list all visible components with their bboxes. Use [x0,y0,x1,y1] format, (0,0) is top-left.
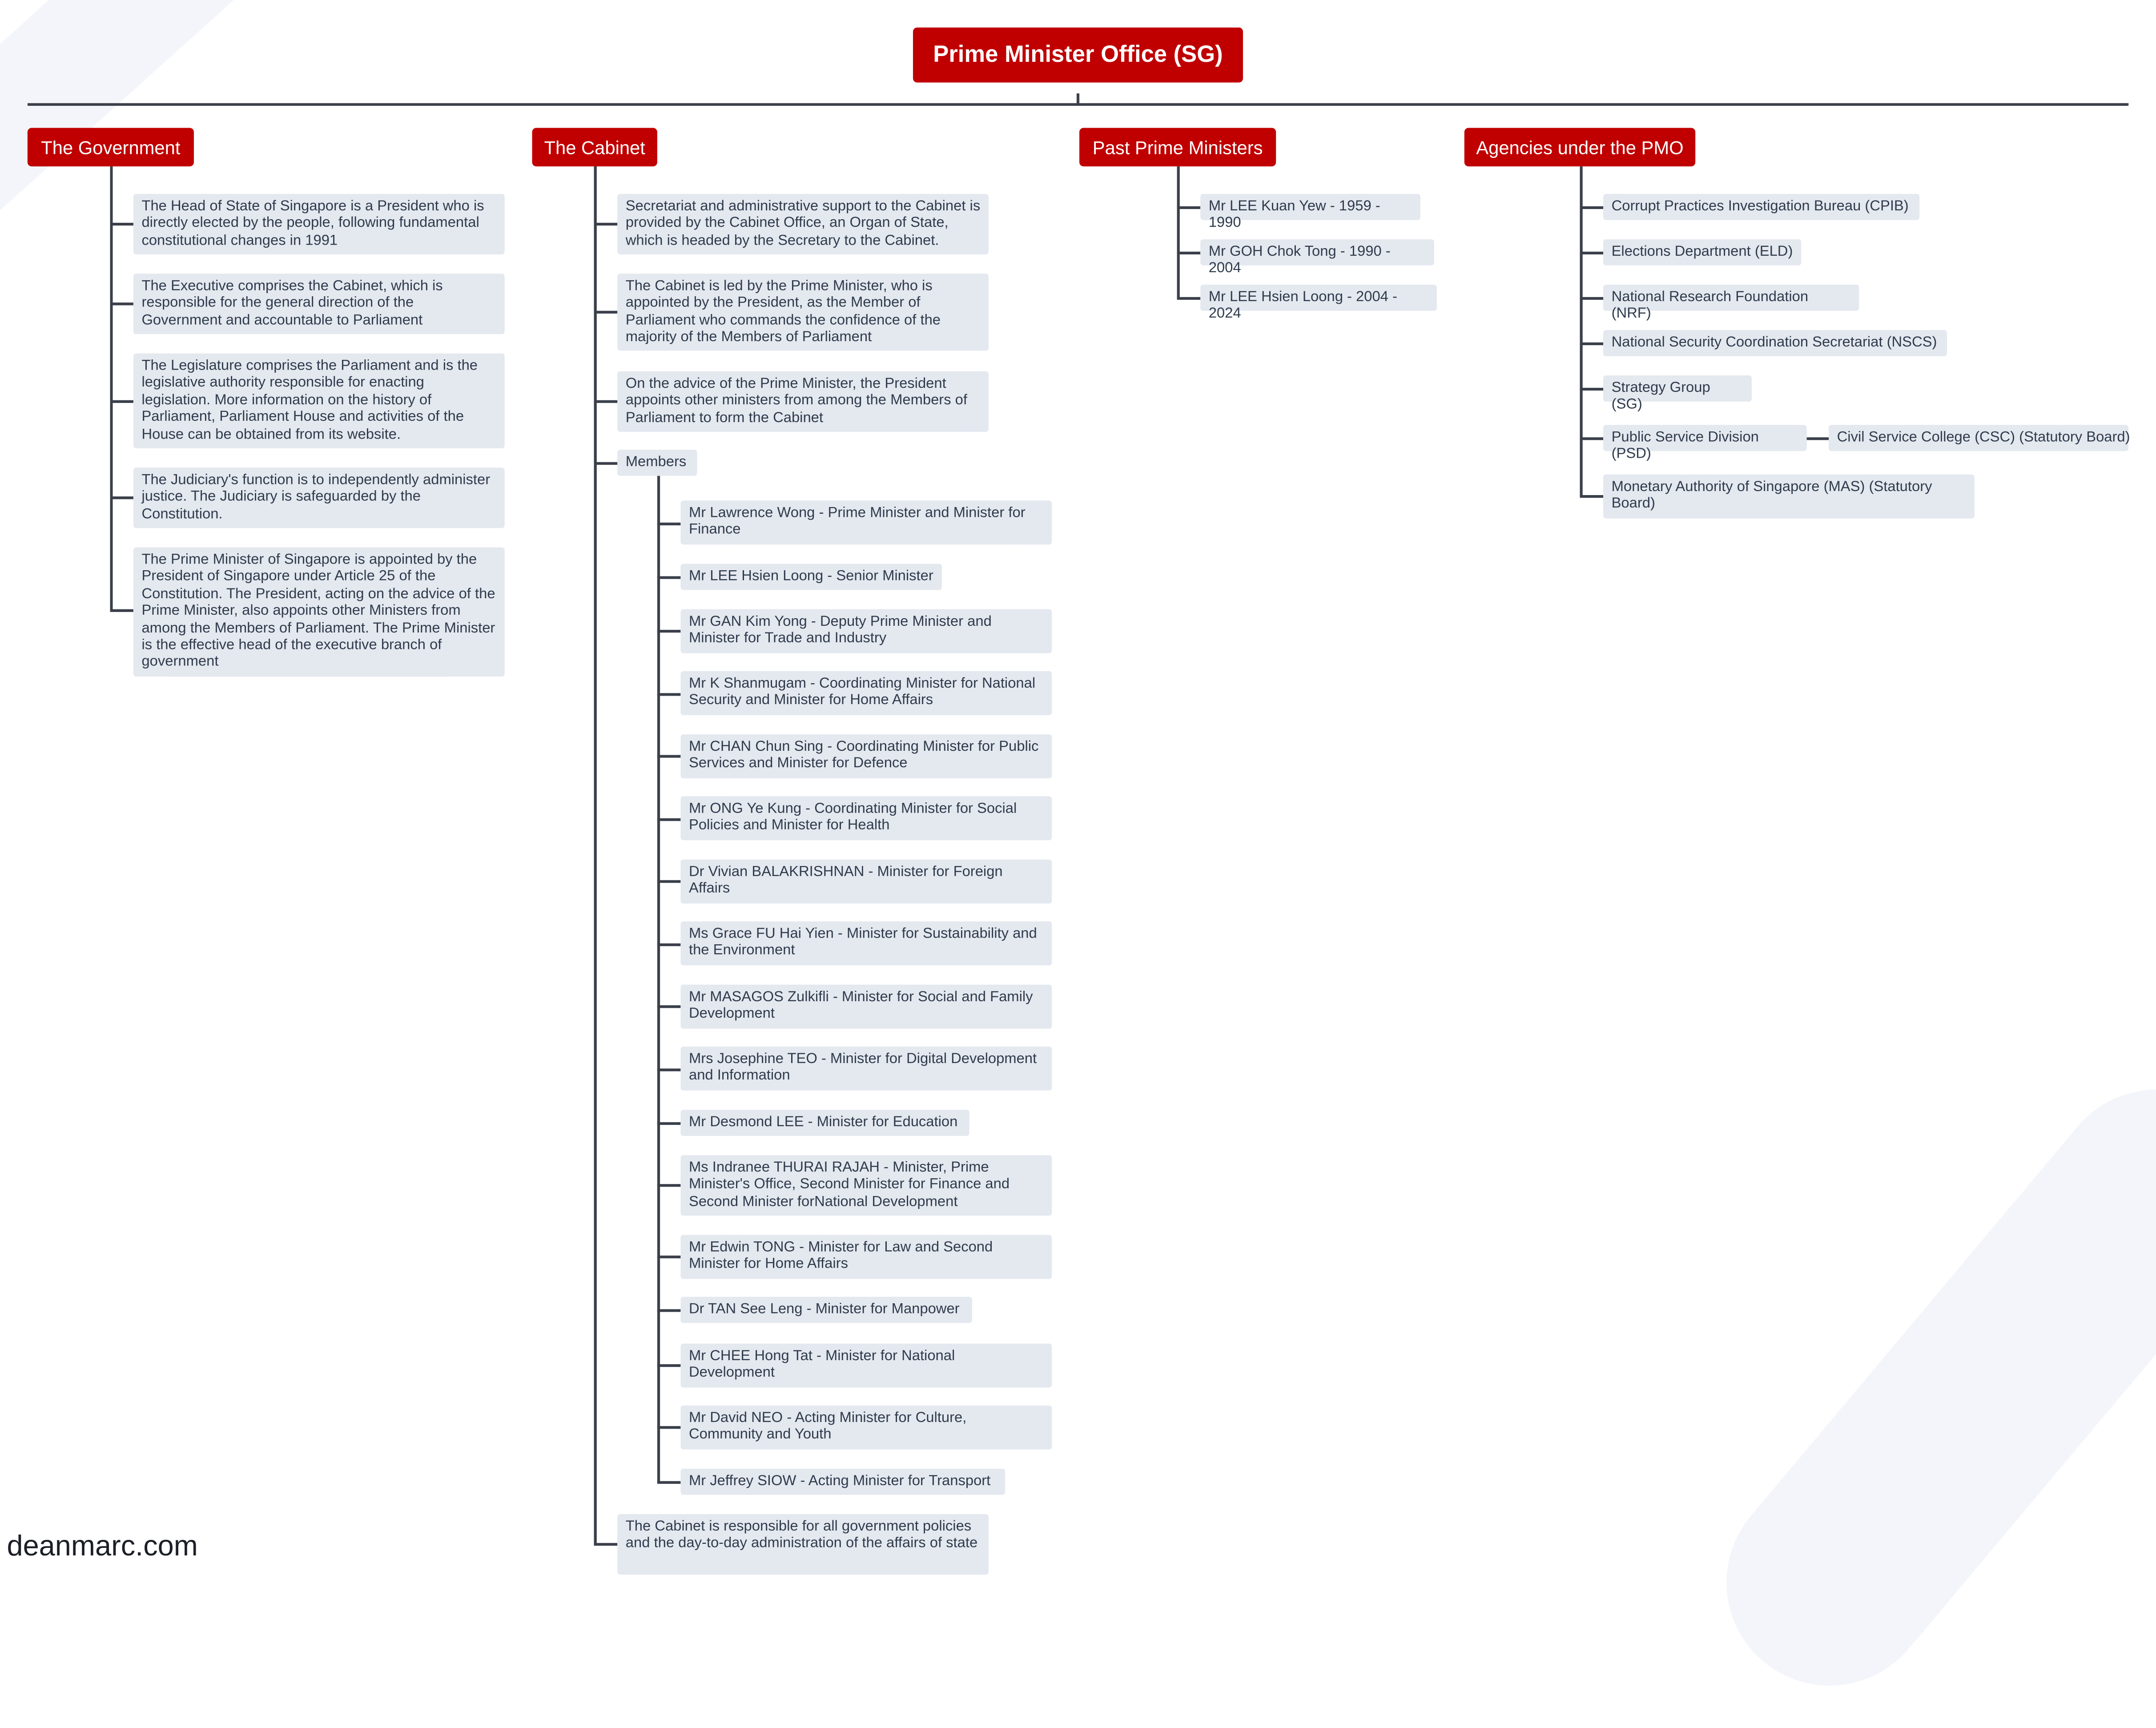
node-text: Mr Desmond LEE - Minister for Education [688,1114,958,1131]
cabinet-member[interactable] [680,500,1052,544]
cabinet-members-node[interactable] [617,450,697,476]
node-text: The Head of State of Singapore is a President who is directly elected by the people, following fundamental constitutional changes in 1991 [141,198,484,249]
branch-government-title: The Government [41,137,181,158]
cabinet-member[interactable] [680,985,1052,1029]
government-item[interactable] [133,548,505,677]
cabinet-item[interactable] [617,274,989,350]
node-text: Corrupt Practices Investigation Bureau (CPIB) [1611,198,1909,215]
branch-cabinet-title: The Cabinet [544,137,645,158]
connector [1580,297,1603,299]
connector [1580,342,1603,345]
past-pm-item[interactable] [1200,239,1434,277]
government-item[interactable] [133,194,505,254]
node-text: On the advice of the Prime Minister, the President appoints other ministers from among the Members of Parliament to form the Cabinet [625,375,968,426]
node-text: The Prime Minister of Singapore is appointed by the President of Singapore under Article 25 of the Constitution. The President, acting on the advice of the Prime Minister, also appoints other Ministers from among the Members of Parliament. The Prime Minister is the effective head of the executive branch of government [141,551,495,671]
past-pm-item[interactable] [1200,285,1437,322]
node-text: Mr Edwin TONG - Minister for Law and Second Minister for Home Affairs [688,1239,993,1273]
connector [657,1184,681,1186]
agency-item[interactable] [1603,375,1752,413]
agency-item[interactable] [1603,194,1919,220]
node-text: Mr Jeffrey SIOW - Acting Minister for Transport [688,1473,991,1490]
cabinet-member[interactable] [680,796,1052,840]
cabinet-member[interactable] [680,1344,1052,1388]
node-text: Dr Vivian BALAKRISHNAN - Minister for Foreign Affairs [688,863,1003,898]
branch-cabinet[interactable] [532,128,657,167]
agency-item[interactable] [1603,330,1947,356]
agencies-spine [1580,166,1582,496]
node-text: Public Service Division (PSD) [1611,429,1759,463]
connector [1580,495,1603,497]
cabinet-spine [594,166,596,1544]
node-text: The Cabinet is responsible for all government policies and the day-to-day administration of the affairs of state [625,1518,978,1552]
connector [657,1364,681,1366]
node-text: Mr GOH Chok Tong - 1990 - 2004 [1208,243,1391,277]
connector [1580,252,1603,254]
cabinet-member[interactable] [680,1110,969,1136]
connector [1580,388,1603,390]
node-text: Mr LEE Hsien Loong - 2004 - 2024 [1208,289,1397,322]
cabinet-item[interactable] [617,371,989,432]
connector [110,223,133,225]
node-text: Mrs Josephine TEO - Minister for Digital Development and Information [688,1051,1037,1084]
connector [1177,252,1201,254]
cabinet-member[interactable] [680,922,1052,966]
connector [594,223,618,225]
cabinet-member[interactable] [680,1155,1052,1216]
cabinet-member[interactable] [680,564,941,590]
node-text: National Security Coordination Secretariat (NSCS) [1611,334,1937,351]
branch-agencies-title: Agencies under the PMO [1476,137,1684,158]
government-spine [110,166,112,611]
government-item[interactable] [133,274,505,334]
node-text: Mr CHAN Chun Sing - Coordinating Minister for Public Services and Minister for Defence [688,738,1039,772]
node-text: Mr David NEO - Acting Minister for Culture, Community and Youth [688,1410,967,1443]
connector [594,462,618,464]
root-node[interactable] [913,28,1243,83]
node-text: Civil Service College (CSC) (Statutory Board) [1837,429,2130,446]
connector [594,311,618,313]
past-pm-item[interactable] [1200,194,1420,232]
node-text: Mr ONG Ye Kung - Coordinating Minister for Social Policies and Minister for Health [688,800,1017,834]
node-text: Mr MASAGOS Zulkifli - Minister for Social and Family Development [688,989,1033,1023]
background-band-bottom [1684,1047,2156,1728]
node-text: The Judiciary's function is to independently administer justice. The Judiciary is safeguarded by the Constitution. [141,471,491,523]
connector [657,1068,681,1071]
node-text: Mr Lawrence Wong - Prime Minister and Minister for Finance [688,504,1026,539]
connector [657,880,681,882]
connector [657,755,681,757]
connector [1580,206,1603,209]
connector [657,1309,681,1311]
branch-past-pm-title: Past Prime Ministers [1092,137,1263,158]
connector [657,1122,681,1124]
agency-item-psd[interactable] [1603,425,1807,463]
connector [657,943,681,946]
agency-item[interactable] [1603,475,1975,519]
connector [657,1481,681,1483]
cabinet-member[interactable] [680,859,1052,903]
connector [1580,437,1603,439]
node-text: Mr K Shanmugam - Coordinating Minister for National Security and Minister for Home Affairs [688,675,1036,709]
node-text: Mr GAN Kim Yong - Deputy Prime Minister and Minister for Trade and Industry [688,613,992,647]
node-text: Mr LEE Hsien Loong - Senior Minister [688,568,933,585]
node-text: Monetary Authority of Singapore (MAS) (Statutory Board) [1611,478,1932,512]
government-item[interactable] [133,354,505,448]
cabinet-member[interactable] [680,1297,972,1323]
node-text: Members [625,454,687,471]
node-text: Mr CHEE Hong Tat - Minister for National Development [688,1347,955,1382]
node-text: Ms Grace FU Hai Yien - Minister for Sustainability and the Environment [688,925,1037,959]
connector [657,1005,681,1007]
connector [657,818,681,821]
cabinet-member[interactable] [680,609,1052,653]
connector [110,496,133,499]
node-text: Secretariat and administrative support to the Cabinet is provided by the Cabinet Office, an Organ of State, which is headed by the Secretary to the Cabinet. [625,198,981,249]
watermark: deanmarc.com [7,1531,198,1563]
cabinet-member[interactable] [680,734,1052,778]
connector [594,1543,618,1545]
cabinet-member[interactable] [680,1047,1052,1091]
agency-subitem-csc[interactable] [1829,425,2128,451]
agency-item[interactable] [1603,285,1859,322]
government-item[interactable] [133,467,505,528]
connector [657,693,681,695]
node-text: The Legislature comprises the Parliament and is the legislative authority responsible for enacting legislation. More information on the history of Parliament, Parliament House and activities of the House can be obtained from its website. [141,357,478,443]
node-text: Mr LEE Kuan Yew - 1959 - 1990 [1208,198,1380,232]
connector [657,523,681,525]
connector [110,302,133,305]
connector [1177,297,1201,299]
branch-government[interactable] [28,128,194,167]
connector [1807,437,1829,439]
connector [657,1256,681,1258]
connector [657,576,681,578]
root-title: Prime Minister Office (SG) [933,41,1223,68]
node-text: The Cabinet is led by the Prime Minister, who is appointed by the President, as the Member of Parliament who commands the confidence of the majority of the Members of Parliament [625,278,941,346]
connector [110,400,133,403]
node-text: The Executive comprises the Cabinet, which is responsible for the general direction of the Government and accountable to Parliament [141,278,443,329]
node-text: Ms Indranee THURAI RAJAH - Minister, Prime Minister's Office, Second Minister for Finance and Second Minister forNational Development [688,1159,1010,1210]
cabinet-member[interactable] [680,671,1052,715]
cabinet-member[interactable] [680,1469,1005,1495]
agency-item[interactable] [1603,239,1801,266]
connector [594,400,618,403]
branch-past-prime-ministers[interactable] [1079,128,1276,167]
past-pm-spine [1177,166,1179,298]
cabinet-member[interactable] [680,1406,1052,1450]
connector [657,1426,681,1428]
connector [1177,206,1201,209]
members-spine [657,476,660,1482]
node-text: National Research Foundation (NRF) [1611,289,1809,322]
branch-agencies[interactable] [1464,128,1695,167]
cabinet-closing-item[interactable] [617,1514,989,1575]
node-text: Dr TAN See Leng - Minister for Manpower [688,1301,960,1317]
cabinet-item[interactable] [617,194,989,254]
cabinet-member[interactable] [680,1235,1052,1279]
node-text: Elections Department (ELD) [1611,243,1793,260]
main-horizontal-line [28,103,2128,106]
connector [110,609,133,612]
node-text: Strategy Group (SG) [1611,379,1710,413]
connector [657,630,681,632]
